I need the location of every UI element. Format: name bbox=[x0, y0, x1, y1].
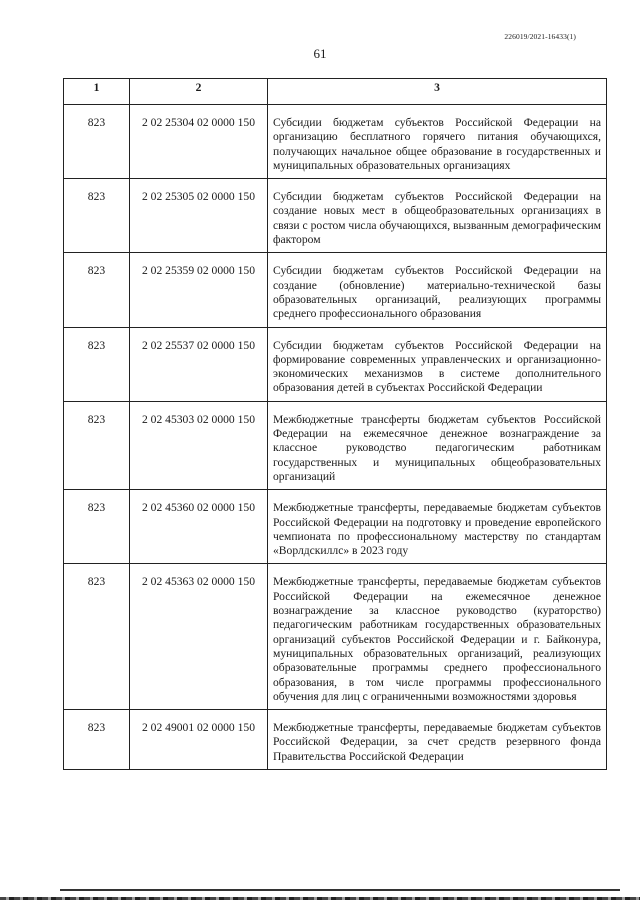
admin-code-cell: 823 bbox=[64, 564, 130, 710]
budget-code-cell: 2 02 25359 02 0000 150 bbox=[130, 253, 268, 327]
budget-code-cell: 2 02 25304 02 0000 150 bbox=[130, 105, 268, 179]
budget-code-cell: 2 02 25305 02 0000 150 bbox=[130, 179, 268, 253]
document-id: 226019/2021-16433(1) bbox=[504, 32, 576, 41]
table-row bbox=[64, 105, 607, 179]
revenue-name-cell: Субсидии бюджетам субъектов Российской Федерации на создание новых мест в общеобразовательных организациях в связи с ростом числа обучающихся, вызванным демографическим фактором bbox=[268, 179, 607, 253]
admin-code-cell: 823 bbox=[64, 710, 130, 770]
budget-code-cell: 2 02 45360 02 0000 150 bbox=[130, 490, 268, 564]
column-header-code: 2 bbox=[130, 79, 268, 105]
budget-code-cell: 2 02 45303 02 0000 150 bbox=[130, 401, 268, 489]
admin-code-cell: 823 bbox=[64, 253, 130, 327]
admin-code-cell: 823 bbox=[64, 401, 130, 489]
revenue-name-cell: Межбюджетные трансферты, передаваемые бюджетам субъектов Российской Федерации, за счет средств резервного фонда Правительства Российской Федерации bbox=[268, 710, 607, 770]
table-row bbox=[64, 253, 607, 327]
page-number: 61 bbox=[313, 46, 327, 61]
admin-code-cell: 823 bbox=[64, 490, 130, 564]
revenue-name-cell: Субсидии бюджетам субъектов Российской Федерации на создание (обновление) материально-технической базы образовательных организаций, реализующих программы среднего профессионального образования bbox=[268, 253, 607, 327]
table-row bbox=[64, 490, 607, 564]
table-row bbox=[64, 327, 607, 401]
scan-bottom-edge bbox=[0, 897, 640, 900]
table-header-row bbox=[64, 79, 607, 105]
revenue-name-cell: Межбюджетные трансферты, передаваемые бюджетам субъектов Российской Федерации на подготовку и проведение европейского чемпионата по профессиональному мастерству по стандартам «Ворлдскиллс» в 2023 году bbox=[268, 490, 607, 564]
table-row bbox=[64, 710, 607, 770]
budget-code-cell: 2 02 25537 02 0000 150 bbox=[130, 327, 268, 401]
budget-code-cell: 2 02 45363 02 0000 150 bbox=[130, 564, 268, 710]
table-row bbox=[64, 401, 607, 489]
admin-code-cell: 823 bbox=[64, 179, 130, 253]
admin-code-cell: 823 bbox=[64, 105, 130, 179]
revenue-name-cell: Субсидии бюджетам субъектов Российской Федерации на организацию бесплатного горячего питания обучающихся, получающих начальное общее образование в государственных и муниципальных образовательных организациях bbox=[268, 105, 607, 179]
revenue-name-cell: Субсидии бюджетам субъектов Российской Федерации на формирование современных управленческих и организационно-экономических механизмов в системе дополнительного образования детей в субъектах Российской Федерации bbox=[268, 327, 607, 401]
admin-code-cell: 823 bbox=[64, 327, 130, 401]
table-row bbox=[64, 564, 607, 710]
budget-code-cell: 2 02 49001 02 0000 150 bbox=[130, 710, 268, 770]
scan-bottom-rule bbox=[60, 889, 620, 891]
revenue-name-cell: Межбюджетные трансферты бюджетам субъектов Российской Федерации на ежемесячное денежное вознаграждение за классное руководство педагогическим работникам государственных и муниципальных общеобразовательных организаций bbox=[268, 401, 607, 489]
revenue-name-cell: Межбюджетные трансферты, передаваемые бюджетам субъектов Российской Федерации на ежемесячное денежное вознаграждение за классное руководство (кураторство) педагогическим работникам государственных образовательных организаций субъектов Российской Федерации и г. Байконура, муниципальных образовательных организаций, реализующих образовательные программы среднего профессионального образования, в том числе программы профессионального обучения для лиц с ограниченными возможностями здоровья bbox=[268, 564, 607, 710]
column-header-admin: 1 bbox=[64, 79, 130, 105]
table-row bbox=[64, 179, 607, 253]
budget-revenue-table bbox=[63, 78, 607, 770]
column-header-name: 3 bbox=[268, 79, 607, 105]
